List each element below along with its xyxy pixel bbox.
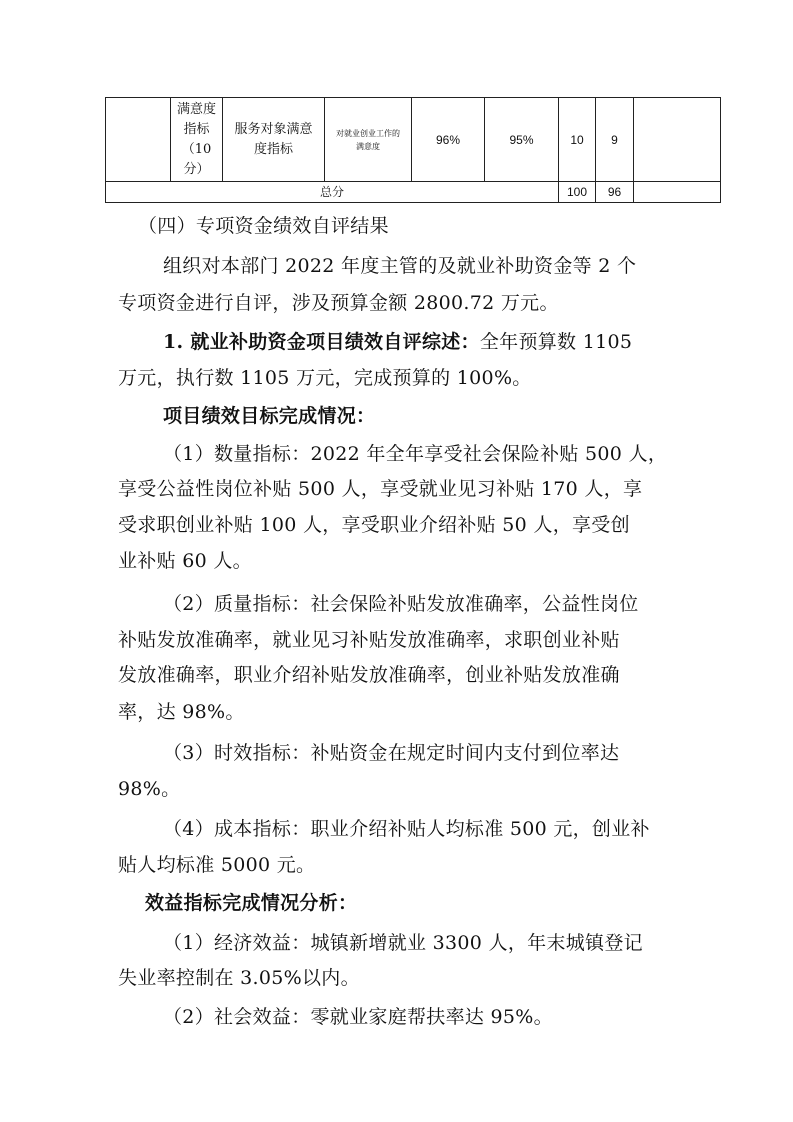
- paragraph-line: 受求职创业补贴 100 人，享受职业介绍补贴 50 人，享受创: [118, 514, 630, 536]
- subheading: 效益指标完成情况分析：: [145, 892, 358, 914]
- paragraph-line: 享受公益性岗位补贴 500 人，享受就业见习补贴 170 人，享: [118, 478, 643, 500]
- table-cell-actual: 95%: [485, 98, 559, 182]
- paragraph-line: （3）时效指标：补贴资金在规定时间内支付到位率达: [163, 742, 620, 764]
- table-cell-target: 96%: [412, 98, 485, 182]
- paragraph-line: 发放准确率，职业介绍补贴发放准确率，创业补贴发放准确: [118, 664, 620, 686]
- section-heading: （四）专项资金绩效自评结果: [138, 215, 389, 237]
- table-cell-total-remark: [634, 182, 721, 203]
- table-cell-total-score: 96: [596, 182, 634, 203]
- performance-table: [105, 97, 721, 203]
- paragraph-line: 98%。: [118, 778, 181, 800]
- table-row: [106, 98, 721, 182]
- item-text: 全年预算数 1105: [479, 331, 633, 353]
- paragraph-line: 贴人均标准 5000 元。: [118, 854, 316, 876]
- table-row-total: [106, 182, 721, 203]
- subheading: 项目绩效目标完成情况：: [163, 405, 376, 427]
- table-cell-remark: [634, 98, 721, 182]
- table-cell-category: 满意度 指标 （10 分）: [171, 98, 223, 182]
- paragraph-line: 专项资金进行自评，涉及预算金额 2800.72 万元。: [118, 292, 559, 314]
- paragraph-line: （2）社会效益：零就业家庭帮扶率达 95%。: [163, 1006, 553, 1028]
- table-cell-indicator: 对就业创业工作的 满意度: [325, 98, 412, 182]
- paragraph-line: [163, 330, 632, 354]
- paragraph-line: （2）质量指标：社会保险补贴发放准确率，公益性岗位: [163, 593, 639, 615]
- paragraph-line: 组织对本部门 2022 年度主管的及就业补助资金等 2 个: [163, 255, 637, 277]
- paragraph-line: 业补贴 60 人。: [118, 550, 252, 572]
- paragraph-line: 失业率控制在 3.05%以内。: [118, 967, 360, 989]
- paragraph-line: 万元，执行数 1105 万元，完成预算的 100%。: [118, 367, 532, 389]
- paragraph-line: （1）经济效益：城镇新增就业 3300 人，年末城镇登记: [163, 932, 643, 954]
- paragraph-line: 率，达 98%。: [118, 701, 245, 723]
- table-cell-weight: 10: [559, 98, 596, 182]
- table-cell-total-weight: 100: [559, 182, 596, 203]
- table-cell-score: 9: [596, 98, 634, 182]
- paragraph-line: （1）数量指标：2022 年全年享受社会保险补贴 500 人，: [163, 443, 668, 465]
- table-cell-empty: [106, 98, 171, 182]
- paragraph-line: （4）成本指标：职业介绍补贴人均标准 500 元，创业补: [163, 818, 650, 840]
- table-cell-subcategory: 服务对象满意 度指标: [223, 98, 325, 182]
- paragraph-line: 补贴发放准确率，就业见习补贴发放准确率，求职创业补贴: [118, 629, 620, 651]
- item-heading: 1. 就业补助资金项目绩效自评综述：: [163, 331, 480, 353]
- table-cell-total-label: 总分: [106, 182, 559, 203]
